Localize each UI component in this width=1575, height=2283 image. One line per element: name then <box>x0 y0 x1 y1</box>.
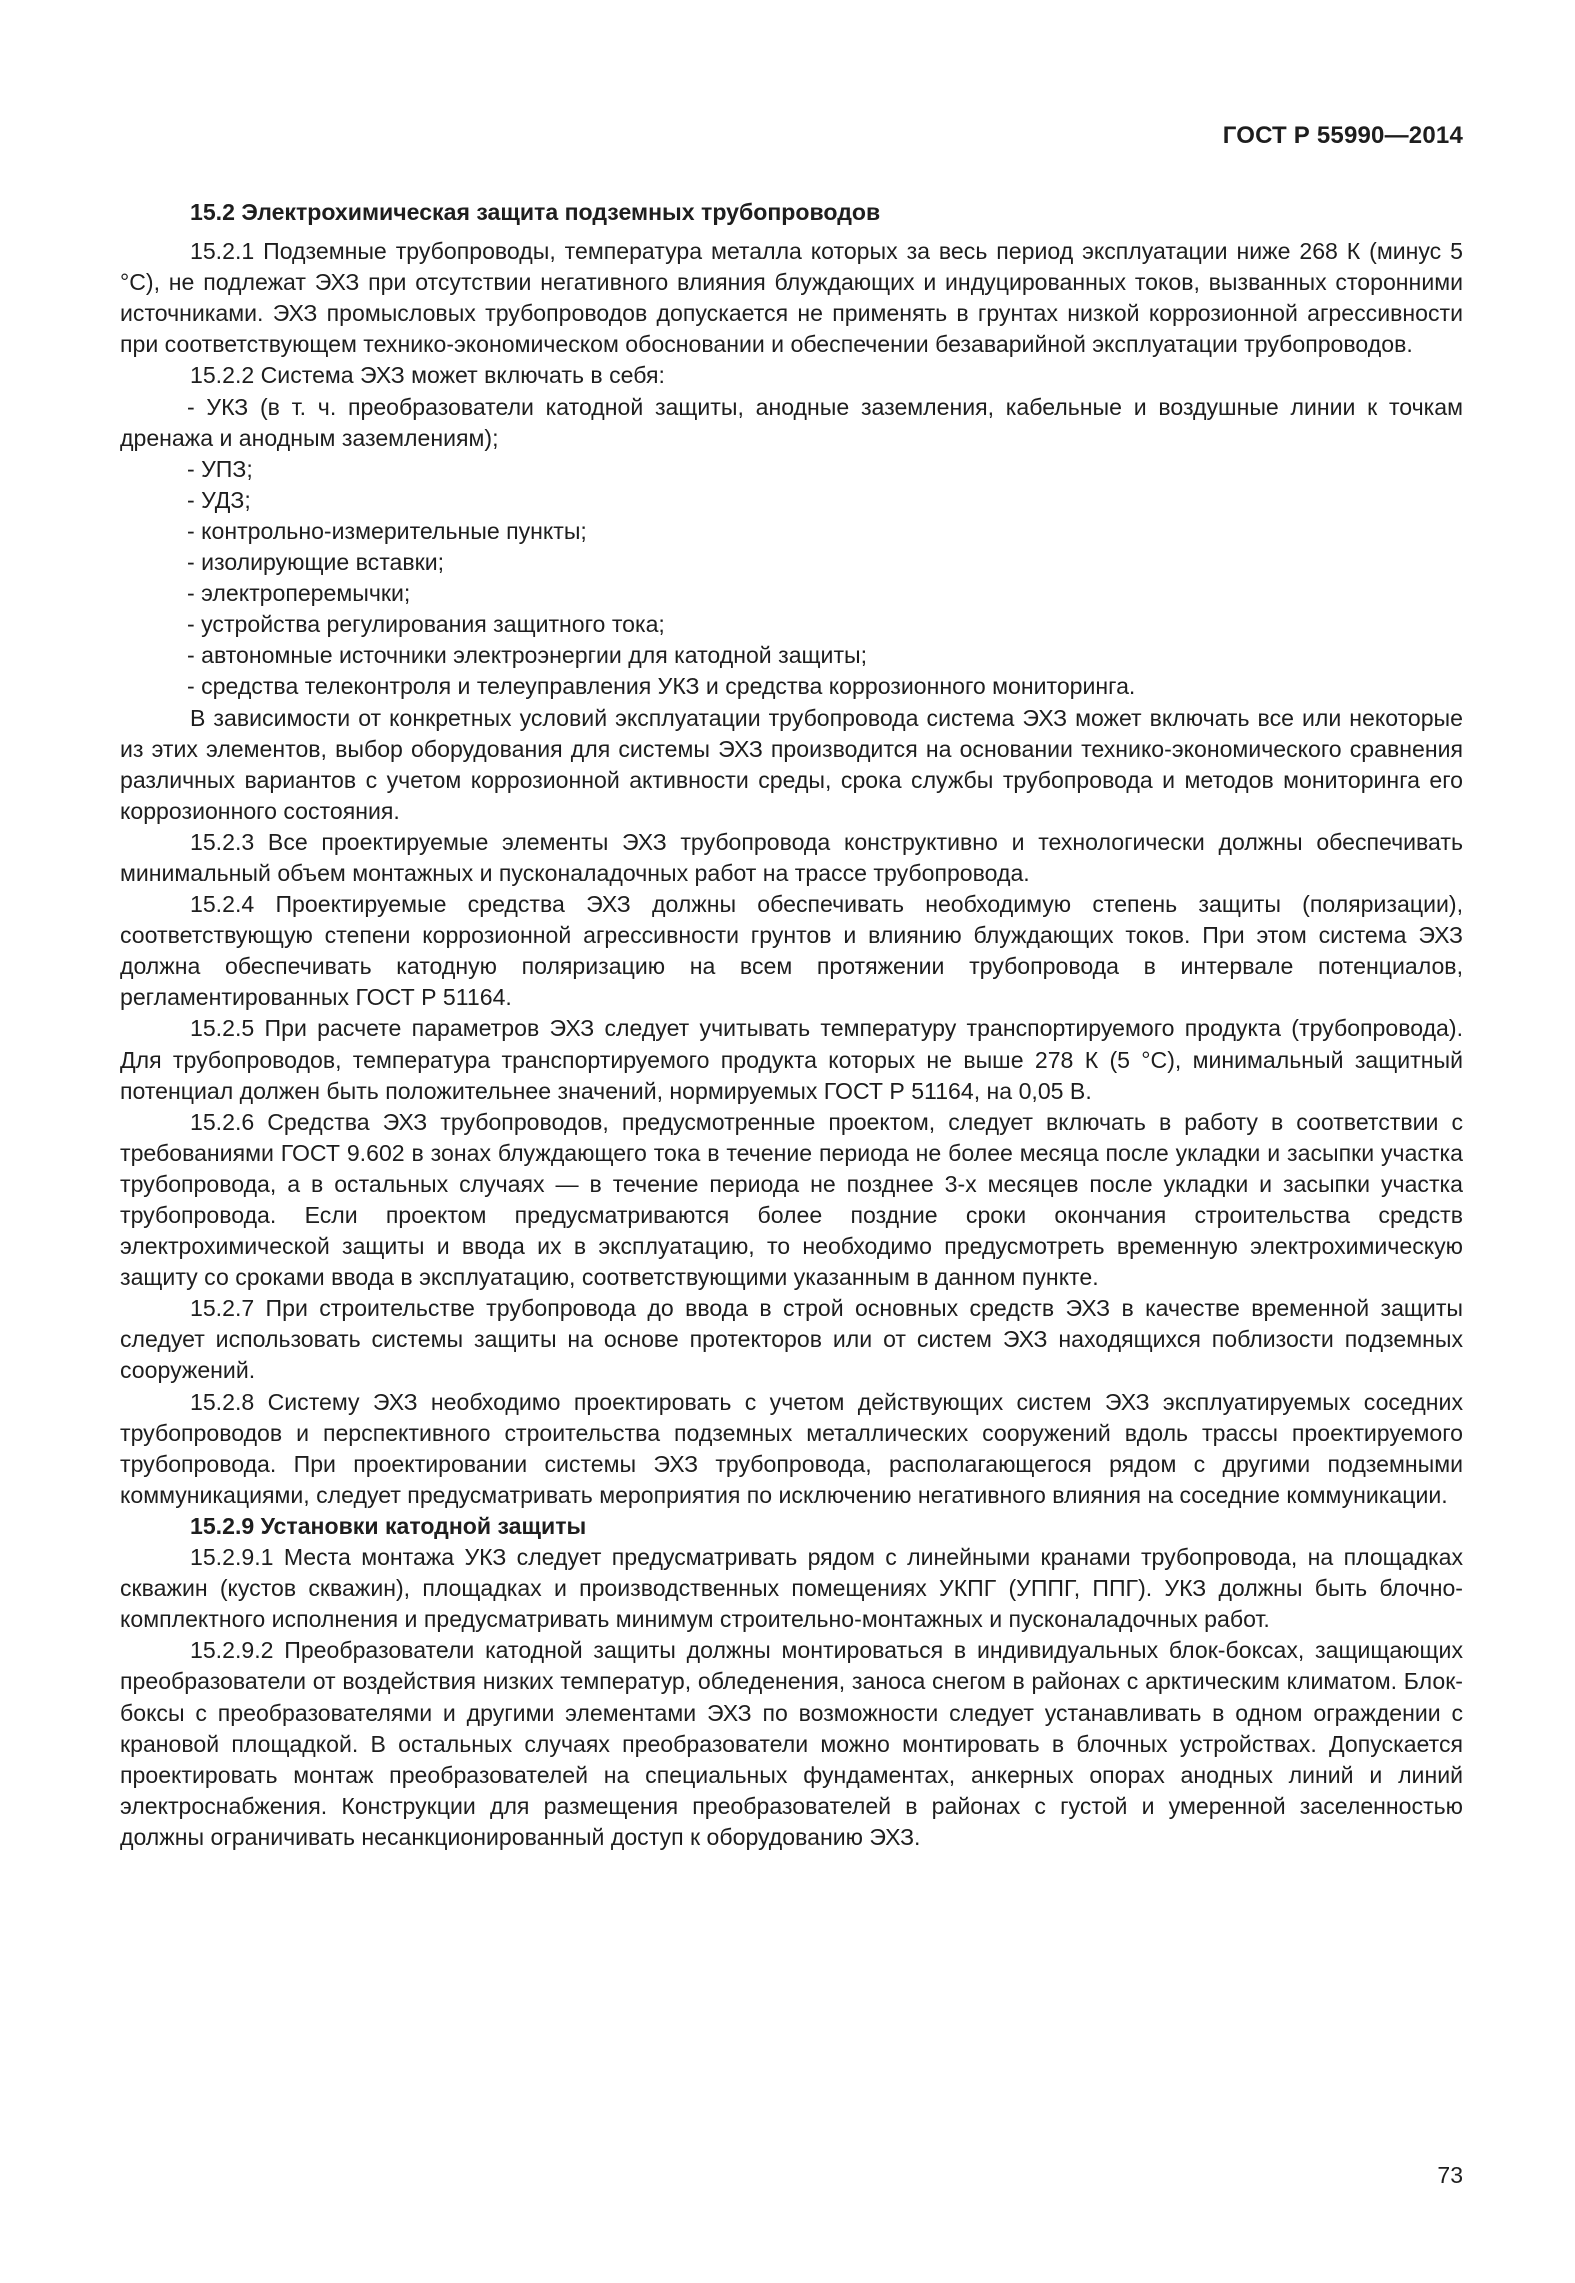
list-item: - изолирующие вставки; <box>187 549 445 576</box>
paragraph-15-2-9-1: 15.2.9.1 Места монтажа УКЗ следует предусматривать рядом с линейными кранами трубопровода, на площадках скважин (кустов скважин), площадках и производственных помещениях УКПГ (УППГ, ППГ). УКЗ должны быть блочно-комплектного исполнения и предусматривать минимум строительно-монтажных и пусконаладочных работ. <box>120 1544 1463 1633</box>
paragraph-15-2-9-2: 15.2.9.2 Преобразователи катодной защиты должны монтироваться в индивидуальных блок-боксах, защищающих преобразователи от воздействия низких температур, обледенения, заноса снегом в районах с арктическим климатом. Блок-боксы с преобразователями и другими элементами ЭХЗ по возможности следует устанавливать в одном ограждении с крановой площадкой. В остальных случаях преобразователи можно монтировать в блочных устройствах. Допускается проектировать монтаж преобразователей на специальных фундаментах, анкерных опорах анодных линий и линий электроснабжения. Конструкции для размещения преобразователей в районах с густой и умеренной заселенностью должны ограничивать несанкционированный доступ к оборудованию ЭХЗ. <box>120 1637 1463 1850</box>
paragraph-15-2-4: 15.2.4 Проектируемые средства ЭХЗ должны обеспечивать необходимую степень защиты (поляризации), соответствующую степени коррозионной агрессивности грунтов и влиянию блуждающих токов. При этом система ЭХЗ должна обеспечивать катодную поляризацию на всем протяжении трубопровода в интервале потенциалов, регламентированных ГОСТ Р 51164. <box>120 891 1463 1011</box>
list-item: - УКЗ (в т. ч. преобразователи катодной защиты, анодные заземления, кабельные и воздушные линии к точкам дренажа и анодным заземлениям); <box>120 393 1463 451</box>
paragraph-15-2-5: 15.2.5 При расчете параметров ЭХЗ следует учитывать температуру транспортируемого продукта (трубопровода). Для трубопроводов, температура транспортируемого продукта которых не выше 278 К (5 °С), минимальный защитный потенциал должен быть положительнее значений, нормируемых ГОСТ Р 51164, на 0,05 В. <box>120 1015 1463 1104</box>
paragraph-15-2-2: 15.2.2 Система ЭХЗ может включать в себя: <box>190 362 665 389</box>
list-item: - электроперемычки; <box>187 580 411 607</box>
list-item: - автономные источники электроэнергии для катодной защиты; <box>187 642 868 669</box>
list-item: - УПЗ; <box>187 455 253 482</box>
page-number: 73 <box>1437 2162 1463 2188</box>
paragraph-15-2-6: 15.2.6 Средства ЭХЗ трубопроводов, предусмотренные проектом, следует включать в работу в соответствии с требованиями ГОСТ 9.602 в зонах блуждающего тока в течение периода не более месяца после укладки и засыпки участка трубопровода, а в остальных случаях — в течение периода не позднее 3-х месяцев после укладки и засыпки участка трубопровода. Если проектом предусматриваются более поздние сроки окончания строительства средств электрохимической защиты и ввода их в эксплуатацию, то необходимо предусмотреть временную электрохимическую защиту со сроками ввода в эксплуатацию, соответствующими указанным в данном пункте. <box>120 1108 1463 1291</box>
section-title: 15.2 Электрохимическая защита подземных трубопроводов <box>190 199 881 225</box>
list-item: - контрольно-измерительные пункты; <box>187 517 587 544</box>
paragraph-15-2-8: 15.2.8 Систему ЭХЗ необходимо проектировать с учетом действующих систем ЭХЗ эксплуатируемых соседних трубопроводов и перспективного строительства подземных металлических сооружений вдоль трассы проектируемого трубопровода. При проектировании системы ЭХЗ трубопровода, располагающегося рядом с другими подземными коммуникациями, следует предусматривать мероприятия по исключению негативного влияния на соседние коммуникации. <box>120 1388 1463 1508</box>
list-item: - УДЗ; <box>187 486 251 513</box>
paragraph-equipment-choice: В зависимости от конкретных условий эксплуатации трубопровода система ЭХЗ может включать все или некоторые из этих элементов, выбор оборудования для системы ЭХЗ производится на основании технико-экономического сравнения различных вариантов с учетом коррозионной активности среды, срока службы трубопровода и методов мониторинга его коррозионного состояния. <box>120 704 1463 824</box>
subsection-title: 15.2.9 Установки катодной защиты <box>190 1512 587 1539</box>
standard-header: ГОСТ Р 55990—2014 <box>1222 122 1463 149</box>
list-item: - устройства регулирования защитного тока; <box>187 611 665 638</box>
document-body <box>120 197 1463 1853</box>
paragraph-15-2-1: 15.2.1 Подземные трубопроводы, температура металла которых за весь период эксплуатации ниже 268 К (минус 5 °С), не подлежат ЭХЗ при отсутствии негативного влияния блуждающих и индуцированных токов, вызванных сторонними источниками. ЭХЗ промысловых трубопроводов допускается не применять в грунтах низкой коррозионной агрессивности при соответствующем технико-экономическом обосновании и обеспечении безаварийной эксплуатации трубопроводов. <box>120 238 1463 358</box>
paragraph-15-2-3: 15.2.3 Все проектируемые элементы ЭХЗ трубопровода конструктивно и технологически должны обеспечивать минимальный объем монтажных и пусконаладочных работ на трассе трубопровода. <box>120 828 1463 886</box>
list-item: - средства телеконтроля и телеуправления УКЗ и средства коррозионного мониторинга. <box>187 673 1136 700</box>
paragraph-15-2-7: 15.2.7 При строительстве трубопровода до ввода в строй основных средств ЭХЗ в качестве временной защиты следует использовать системы защиты на основе протекторов или от систем ЭХЗ находящихся поблизости подземных сооружений. <box>120 1295 1463 1384</box>
